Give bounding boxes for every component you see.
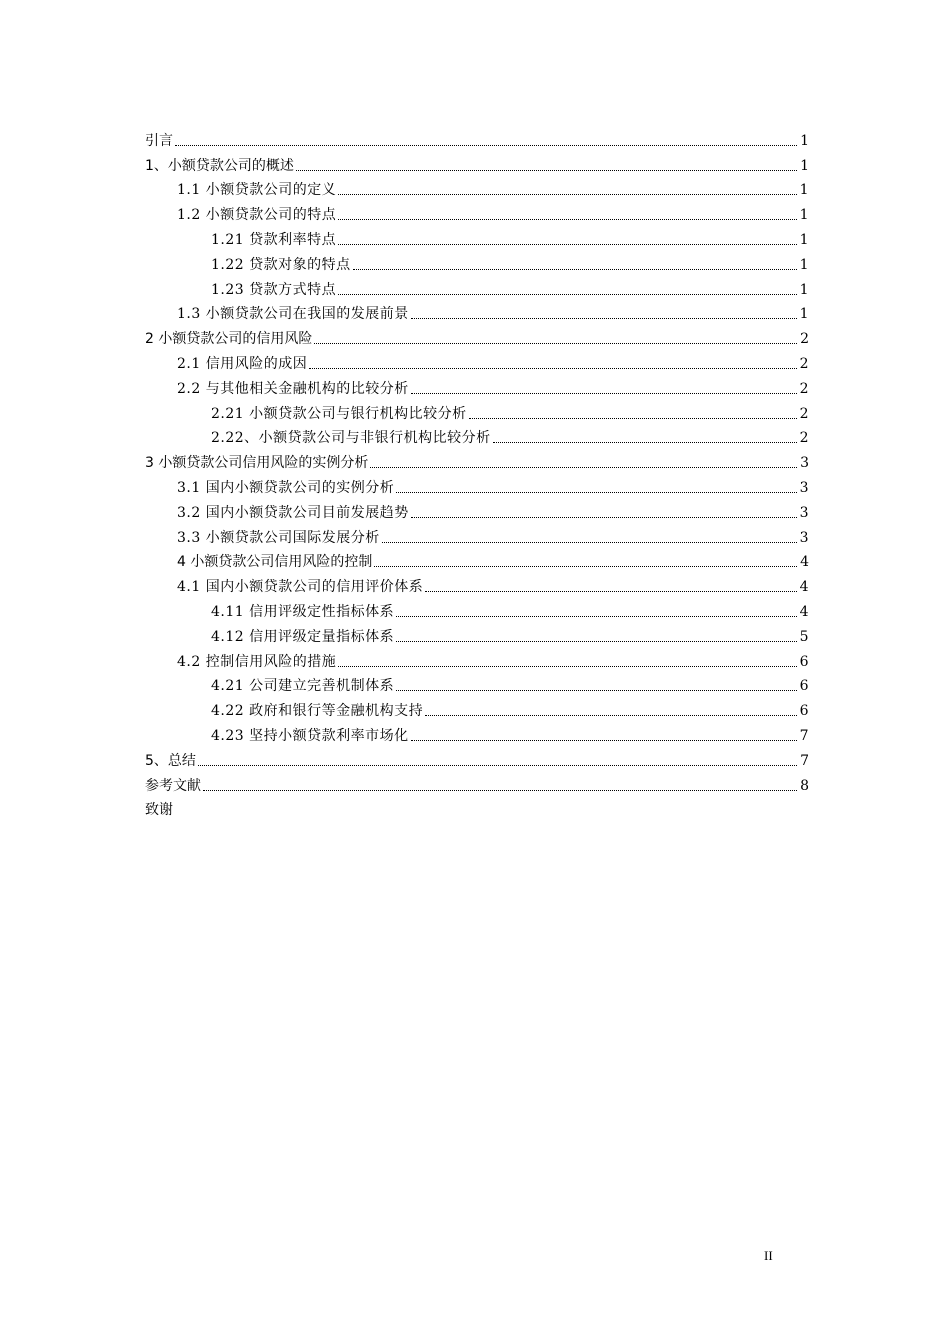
- toc-entry-page: 7: [799, 727, 809, 744]
- toc-entry[interactable]: [145, 472, 809, 497]
- toc-entry-title: 1.21 贷款利率特点: [211, 231, 337, 248]
- table-of-contents: [145, 125, 809, 819]
- toc-entry[interactable]: [145, 175, 809, 200]
- toc-entry-page: 6: [799, 703, 809, 720]
- toc-leader-dots: [338, 219, 797, 220]
- toc-leader-dots: [338, 666, 797, 667]
- toc-entry[interactable]: [145, 249, 809, 274]
- toc-entry-title: 参考文献: [145, 777, 201, 794]
- toc-entry[interactable]: [145, 447, 809, 472]
- toc-entry-title: 致谢: [145, 802, 173, 819]
- toc-entry-title: 4.2 控制信用风险的措施: [177, 653, 337, 670]
- toc-leader-dots: [411, 393, 797, 394]
- toc-entry-page: 1: [800, 157, 809, 174]
- toc-entry-title: 1.2 小额贷款公司的特点: [177, 207, 337, 224]
- toc-entry-title: 3.3 小额贷款公司国际发展分析: [177, 529, 380, 546]
- toc-leader-dots: [309, 368, 797, 369]
- toc-leader-dots: [396, 616, 797, 617]
- toc-entry-title: 2.1 信用风险的成因: [177, 355, 308, 372]
- toc-entry[interactable]: [145, 348, 809, 373]
- toc-entry-title: 引言: [145, 132, 173, 149]
- toc-entry-title: 2 小额贷款公司的信用风险: [145, 331, 313, 348]
- toc-entry-title: 2.21 小额贷款公司与银行机构比较分析: [211, 405, 467, 422]
- toc-entry-page: 2: [799, 380, 809, 397]
- toc-leader-dots: [382, 542, 797, 543]
- toc-entry-title: 3 小额贷款公司信用风险的实例分析: [145, 455, 369, 472]
- toc-entry[interactable]: [145, 274, 809, 299]
- toc-entry-page: 1: [800, 132, 809, 149]
- toc-entry-title: 4.1 国内小额贷款公司的信用评价体系: [177, 579, 424, 596]
- toc-entry-page: 7: [800, 752, 809, 769]
- toc-entry[interactable]: [145, 695, 809, 720]
- toc-entry-page: 2: [799, 355, 809, 372]
- toc-entry[interactable]: [145, 770, 809, 795]
- toc-entry-title: 4 小额贷款公司信用风险的控制: [177, 554, 373, 571]
- toc-entry-page: 1: [799, 256, 809, 273]
- toc-leader-dots: [198, 765, 797, 766]
- toc-leader-dots: [396, 492, 797, 493]
- toc-entry[interactable]: [145, 671, 809, 696]
- toc-leader-dots: [425, 715, 797, 716]
- toc-leader-dots: [493, 442, 797, 443]
- toc-leader-dots: [411, 318, 797, 319]
- toc-entry-page: 3: [799, 529, 809, 546]
- toc-entry[interactable]: [145, 547, 809, 572]
- toc-entry-title: 2.22、小额贷款公司与非银行机构比较分析: [211, 430, 491, 447]
- toc-entry[interactable]: [145, 596, 809, 621]
- toc-leader-dots: [338, 244, 797, 245]
- toc-entry[interactable]: [145, 522, 809, 547]
- page-number: II: [764, 1248, 773, 1263]
- toc-entry-page: 2: [800, 331, 809, 348]
- toc-entry-title: 1.22 贷款对象的特点: [211, 256, 351, 273]
- toc-entry[interactable]: [145, 571, 809, 596]
- toc-entry-title: 4.22 政府和银行等金融机构支持: [211, 703, 424, 720]
- toc-entry-page: 1: [799, 306, 809, 323]
- toc-entry[interactable]: [145, 299, 809, 324]
- toc-entry-title: 1.3 小额贷款公司在我国的发展前景: [177, 306, 409, 323]
- toc-entry-page: 2: [799, 430, 809, 447]
- toc-entry-title: 4.21 公司建立完善机制体系: [211, 678, 395, 695]
- toc-leader-dots: [411, 740, 797, 741]
- toc-entry[interactable]: [145, 720, 809, 745]
- toc-leader-dots: [338, 194, 797, 195]
- toc-entry-page: 1: [799, 231, 809, 248]
- toc-entry[interactable]: [145, 224, 809, 249]
- toc-leader-dots: [353, 269, 797, 270]
- toc-leader-dots: [338, 294, 797, 295]
- toc-entry-title: 3.2 国内小额贷款公司目前发展趋势: [177, 504, 409, 521]
- toc-entry-page: 1: [799, 281, 809, 298]
- toc-entry-page: 4: [799, 603, 809, 620]
- toc-entry-page: 4: [799, 579, 809, 596]
- toc-entry[interactable]: [145, 398, 809, 423]
- toc-leader-dots: [411, 517, 797, 518]
- toc-entry-page: 8: [800, 777, 809, 794]
- toc-leader-dots: [175, 145, 797, 146]
- toc-entry-title: 4.11 信用评级定性指标体系: [211, 603, 395, 620]
- toc-leader-dots: [396, 641, 797, 642]
- toc-entry-page: 3: [800, 455, 809, 472]
- toc-entry[interactable]: [145, 323, 809, 348]
- toc-entry-page: 4: [800, 554, 809, 571]
- toc-entry[interactable]: [145, 373, 809, 398]
- toc-entry[interactable]: [145, 745, 809, 770]
- toc-leader-dots: [296, 170, 797, 171]
- toc-entry-page: 6: [799, 653, 809, 670]
- toc-entry-title: 4.12 信用评级定量指标体系: [211, 628, 395, 645]
- toc-entry-title: 4.23 坚持小额贷款利率市场化: [211, 727, 409, 744]
- toc-entry-page: 3: [799, 504, 809, 521]
- toc-entry-title: 1、小额贷款公司的概述: [145, 157, 294, 174]
- toc-entry[interactable]: [145, 125, 809, 150]
- toc-leader-dots: [203, 790, 797, 791]
- toc-entry-page: 1: [799, 207, 809, 224]
- toc-entry[interactable]: [145, 621, 809, 646]
- toc-entry[interactable]: [145, 199, 809, 224]
- toc-entry-title: 5、总结: [145, 752, 196, 769]
- toc-entry[interactable]: [145, 497, 809, 522]
- toc-entry[interactable]: [145, 150, 809, 175]
- toc-entry-page: 5: [799, 628, 809, 645]
- toc-leader-dots: [314, 343, 797, 344]
- toc-leader-dots: [370, 467, 797, 468]
- toc-entry-page: 1: [799, 182, 809, 199]
- toc-entry-title: 1.1 小额贷款公司的定义: [177, 182, 337, 199]
- toc-leader-dots: [469, 418, 797, 419]
- toc-entry-page: 6: [799, 678, 809, 695]
- toc-leader-dots: [374, 566, 797, 567]
- toc-leader-dots: [396, 690, 797, 691]
- toc-leader-dots: [425, 591, 797, 592]
- toc-entry[interactable]: [145, 423, 809, 448]
- toc-entry-title: 2.2 与其他相关金融机构的比较分析: [177, 380, 409, 397]
- toc-entry-page: 3: [799, 479, 809, 496]
- toc-entry-page: 2: [799, 405, 809, 422]
- toc-entry[interactable]: [145, 795, 809, 820]
- toc-entry-title: 1.23 贷款方式特点: [211, 281, 337, 298]
- toc-entry[interactable]: [145, 646, 809, 671]
- toc-entry-title: 3.1 国内小额贷款公司的实例分析: [177, 479, 395, 496]
